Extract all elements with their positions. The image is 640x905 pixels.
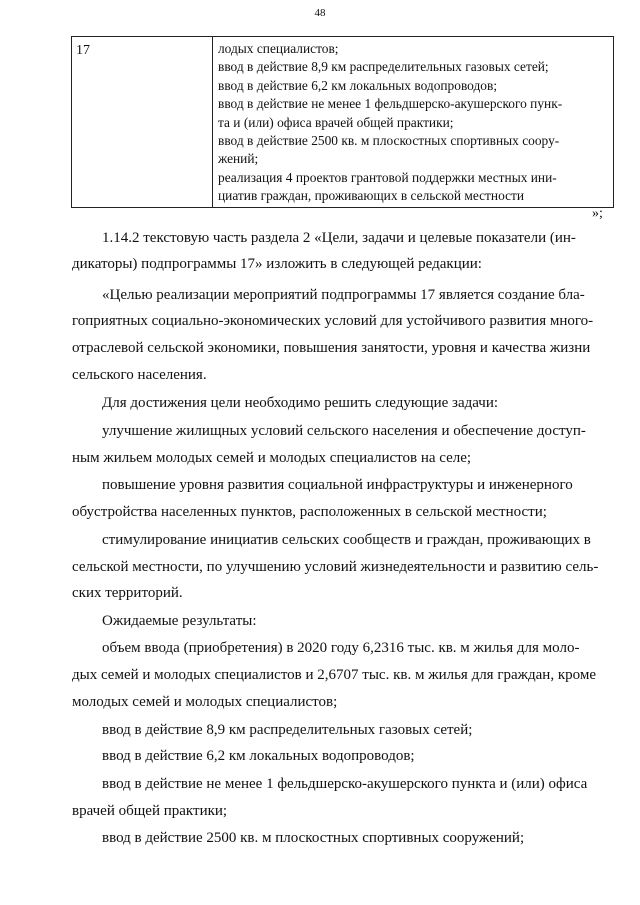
- paragraph-line: ввод в действие 2500 кв. м плоскостных спортивных сооружений;: [102, 830, 525, 846]
- paragraph-line: ввод в действие 6,2 км локальных водопроводов;: [102, 748, 415, 764]
- paragraph-line: сельского населения.: [72, 367, 207, 383]
- paragraph-line: врачей общей практики;: [72, 803, 228, 819]
- paragraph-line: «Целью реализации мероприятий подпрограммы 17 является создание бла-: [102, 287, 585, 303]
- table-results-cell: [218, 40, 610, 206]
- table-line: ввод в действие 2500 кв. м плоскостных спортивных соору-: [218, 133, 560, 149]
- table-line: ввод в действие 8,9 км распределительных газовых сетей;: [218, 59, 549, 75]
- table-line: лодых специалистов;: [218, 41, 339, 56]
- paragraph-line: обустройства населенных пунктов, расположенных в сельской местности;: [72, 504, 547, 520]
- paragraph-line: 1.14.2 текстовую часть раздела 2 «Цели, задачи и целевые показатели (ин-: [102, 230, 576, 246]
- table-line: реализация 4 проектов грантовой поддержки местных ини-: [218, 169, 557, 185]
- table-line: ввод в действие 6,2 км локальных водопроводов;: [218, 77, 498, 93]
- paragraph-line: Ожидаемые результаты:: [102, 613, 257, 629]
- paragraph-line: ным жильем молодых семей и молодых специалистов на селе;: [72, 450, 472, 466]
- paragraph-line: объем ввода (приобретения) в 2020 году 6,2316 тыс. кв. м жилья для моло-: [102, 640, 580, 656]
- paragraph-line: дикаторы) подпрограммы 17» изложить в следующей редакции:: [72, 256, 482, 272]
- table-line: циатив граждан, проживающих в сельской местности: [218, 188, 525, 204]
- paragraph-line: ввод в действие 8,9 км распределительных газовых сетей;: [102, 722, 473, 738]
- continuation-table: [71, 36, 614, 208]
- paragraph-line: молодых семей и молодых специалистов;: [72, 694, 338, 710]
- table-line: ввод в действие не менее 1 фельдшерско-акушерского пунк-: [218, 96, 563, 112]
- table-row-number: 17: [76, 43, 90, 58]
- paragraph-line: отраслевой сельской экономики, повышения занятости, уровня и качества жизни: [72, 340, 591, 356]
- table-line: та и (или) офиса врачей общей практики;: [218, 114, 454, 130]
- column-divider: [212, 37, 213, 207]
- paragraph-line: улучшение жилищных условий сельского населения и обеспечение доступ-: [102, 423, 586, 439]
- paragraph-line: ских территорий.: [72, 585, 183, 601]
- closing-quote: »;: [592, 206, 603, 221]
- table-line: жений;: [218, 151, 259, 167]
- paragraph-line: стимулирование инициатив сельских сообществ и граждан, проживающих в: [102, 532, 591, 548]
- page-number: 48: [314, 7, 326, 19]
- paragraph-line: гоприятных социально-экономических условий для устойчивого развития много-: [72, 313, 594, 329]
- paragraph-line: Для достижения цели необходимо решить следующие задачи:: [102, 395, 499, 411]
- paragraph-line: сельской местности, по улучшению условий жизнедеятельности и развитию сель-: [72, 559, 599, 575]
- paragraph-line: ввод в действие не менее 1 фельдшерско-акушерского пункта и (или) офиса: [102, 776, 588, 792]
- paragraph-line: повышение уровня развития социальной инфраструктуры и инженерного: [102, 477, 573, 493]
- paragraph-line: дых семей и молодых специалистов и 2,6707 тыс. кв. м жилья для граждан, кроме: [72, 667, 596, 683]
